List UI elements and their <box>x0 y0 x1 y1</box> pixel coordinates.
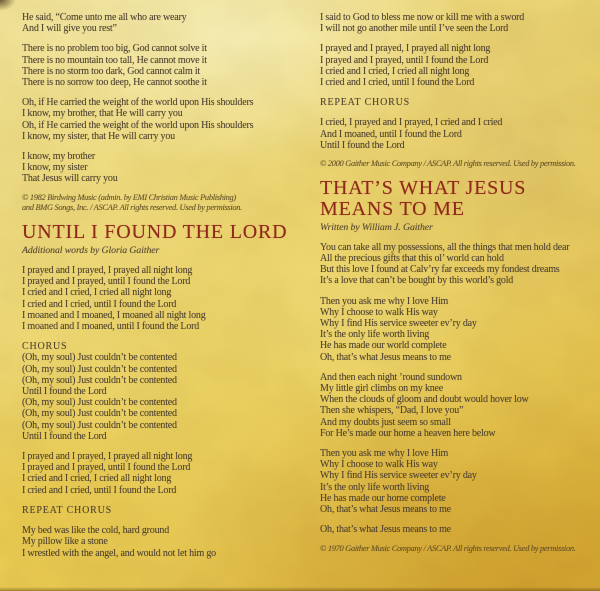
stanza-line: I prayed and I prayed, until I found the Lord <box>320 54 489 66</box>
stanza-line: There is no sorrow too deep, He cannot soothe it <box>22 77 207 89</box>
stanza-line: There is no storm too dark, God cannot calm it <box>22 65 200 77</box>
stanza-line: And I will give you rest” <box>22 23 117 35</box>
stanza-line: Then you ask me why I love Him <box>320 295 449 307</box>
copyright-line: and BMG Songs, Inc. / ASCAP. All rights reserved. Used by permission. <box>22 203 242 213</box>
stanza-line: I prayed and I prayed, until I found the Lord <box>22 276 191 288</box>
verse <box>320 372 598 439</box>
stanza-line: (Oh, my soul) Just couldn’t be contented <box>22 397 177 409</box>
stanza-line: My little girl climbs on my knee <box>320 383 444 395</box>
stanza-line: Oh, if He carried the weight of the world upon His shoulders <box>22 97 254 109</box>
stanza-line: I prayed and I prayed, I prayed all night long <box>22 451 193 463</box>
scan-bottom-edge <box>0 587 600 591</box>
stanza-line: It’s the only life worth living <box>320 329 430 341</box>
title-line: UNTIL I FOUND THE LORD <box>22 220 288 243</box>
song-credit <box>320 222 598 233</box>
stanza-line: I cried and I cried, until I found the Lord <box>320 77 475 89</box>
stanza-line: There is no problem too big, God cannot solve it <box>22 43 207 55</box>
stanza-line: (Oh, my soul) Just couldn’t be contented <box>22 408 177 420</box>
stanza-line: I know, my sister <box>22 162 88 174</box>
stanza-line: I will not go another mile until I’ve seen the Lord <box>320 23 509 35</box>
stanza-line: Oh, that’s what Jesus means to me <box>320 504 451 516</box>
stanza-line: When the clouds of gloom and doubt would hover low <box>320 394 529 406</box>
stanza-line: I know, my brother, that He will carry you <box>22 108 183 120</box>
stanza-line: (Oh, my soul) Just couldn’t be contented <box>22 363 177 375</box>
stanza-line: I cried and I cried, I cried all night long <box>22 473 172 485</box>
stanza-line: Oh, that’s what Jesus means to me <box>320 351 451 363</box>
stanza-line: My bed was like the cold, hard ground <box>22 525 170 537</box>
verse <box>320 117 598 151</box>
repeat-chorus-heading <box>320 97 598 108</box>
stanza-line: Why I find His service sweeter ev’ry day <box>320 318 477 330</box>
stanza-line: Then you ask me why I love Him <box>320 448 449 460</box>
stanza-line: I know, my brother <box>22 151 95 163</box>
heading-line: REPEAT CHORUS <box>22 504 112 516</box>
lyrics-column-left <box>22 12 314 568</box>
stanza-line: And I moaned, until I found the Lord <box>320 128 462 140</box>
stanza-line: Then she whispers, “Dad, I love you” <box>320 405 464 417</box>
stanza-line: And my doubts just seem so small <box>320 416 451 428</box>
verse <box>320 296 598 363</box>
verse <box>320 524 598 535</box>
stanza-line: All the precious gifts that this ol’ world can hold <box>320 253 504 265</box>
stanza-line: I cried and I cried, until I found the Lord <box>22 484 177 496</box>
stanza-line: I said to God to bless me now or kill me with a sword <box>320 12 525 23</box>
stanza-line: My pillow like a stone <box>22 536 108 548</box>
song-title <box>320 178 598 220</box>
stanza-line: I cried and I cried, I cried all night long <box>22 287 172 299</box>
copyright-notice <box>22 193 314 214</box>
copyright-line: © 1970 Gaither Music Company / ASCAP. All rights reserved. Used by permission. <box>320 543 576 553</box>
stanza-line: Why I find His service sweeter ev’ry day <box>320 470 477 482</box>
stanza-line: But this love I found at Calv’ry far exceeds my fondest dreams <box>320 264 560 276</box>
verse <box>22 525 314 559</box>
copyright-line: © 2000 Gaither Music Company / ASCAP. All rights reserved. Used by permission. <box>320 159 576 169</box>
title-line: MEANS TO ME <box>320 197 465 220</box>
stanza-line: He has made our world complete <box>320 340 447 352</box>
verse <box>22 97 314 142</box>
copyright-notice <box>320 544 598 555</box>
verse <box>22 151 314 185</box>
stanza-line: There is no mountain too tall, He cannot move it <box>22 54 207 66</box>
verse <box>22 265 314 332</box>
stanza-line: It’s a love that can’t be bought by this world’s gold <box>320 275 514 287</box>
stanza-line: I cried, I prayed and I prayed, I cried and I cried <box>320 117 503 129</box>
title-line: THAT’S WHAT JESUS <box>320 176 527 199</box>
verse <box>320 43 598 88</box>
song-credit <box>22 245 314 256</box>
stanza-line: Until I found the Lord <box>320 139 405 151</box>
verse <box>320 12 598 34</box>
stanza-line: He said, “Come unto me all who are weary <box>22 12 187 23</box>
stanza-line: Until I found the Lord <box>22 386 107 398</box>
stanza-line: I wrestled with the angel, and would not let him go <box>22 547 216 559</box>
stanza-line: I prayed and I prayed, I prayed all night long <box>320 43 491 55</box>
copyright-line: © 1982 Birdwing Music (admin. by EMI Christian Music Publishing) <box>22 192 236 202</box>
song-title <box>22 222 314 243</box>
repeat-chorus-heading <box>22 505 314 516</box>
stanza-line: You can take all my possessions, all the things that men hold dear <box>320 241 570 253</box>
stanza-line: Oh, if He carried the weight of the world upon His shoulders <box>22 119 254 131</box>
verse <box>22 12 314 34</box>
stanza-line: Why I choose to walk His way <box>320 306 438 318</box>
copyright-notice <box>320 159 598 170</box>
stanza-line: (Oh, my soul) Just couldn’t be contented <box>22 374 177 386</box>
stanza-line: I moaned and I moaned, I moaned all night long <box>22 309 206 321</box>
stanza-line: Oh, that’s what Jesus means to me <box>320 524 451 536</box>
stanza-line: Until I found the Lord <box>22 430 107 442</box>
heading-line: CHORUS <box>22 341 68 353</box>
stanza-line: I moaned and I moaned, until I found the Lord <box>22 321 200 333</box>
credit-line: Additional words by Gloria Gaither <box>22 244 160 256</box>
verse <box>320 448 598 515</box>
stanza-line: For He’s made our home a heaven here below <box>320 427 496 439</box>
verse <box>22 43 314 88</box>
stanza-line: I know, my sister, that He will carry you <box>22 130 175 142</box>
heading-line: REPEAT CHORUS <box>320 97 410 109</box>
scan-corner-shadow <box>0 0 16 11</box>
credit-line: Written by William J. Gaither <box>320 221 433 233</box>
stanza-line: (Oh, my soul) Just couldn’t be contented <box>22 419 177 431</box>
stanza-line: He has made our home complete <box>320 492 446 504</box>
stanza-line: It’s the only life worth living <box>320 481 430 493</box>
stanza-line: I cried and I cried, I cried all night long <box>320 65 470 77</box>
lyrics-column-right <box>320 12 598 562</box>
stanza-line: I prayed and I prayed, I prayed all night long <box>22 265 193 277</box>
stanza-line: I prayed and I prayed, until I found the Lord <box>22 462 191 474</box>
chorus <box>22 352 314 442</box>
verse <box>320 242 598 287</box>
chorus-heading <box>22 341 314 352</box>
stanza-line: I cried and I cried, until I found the Lord <box>22 298 177 310</box>
stanza-line: And then each night ’round sundown <box>320 371 462 383</box>
stanza-line: Why I choose to walk His way <box>320 459 438 471</box>
verse <box>22 451 314 496</box>
stanza-line: (Oh, my soul) Just couldn’t be contented <box>22 352 177 364</box>
stanza-line: That Jesus will carry you <box>22 173 118 185</box>
